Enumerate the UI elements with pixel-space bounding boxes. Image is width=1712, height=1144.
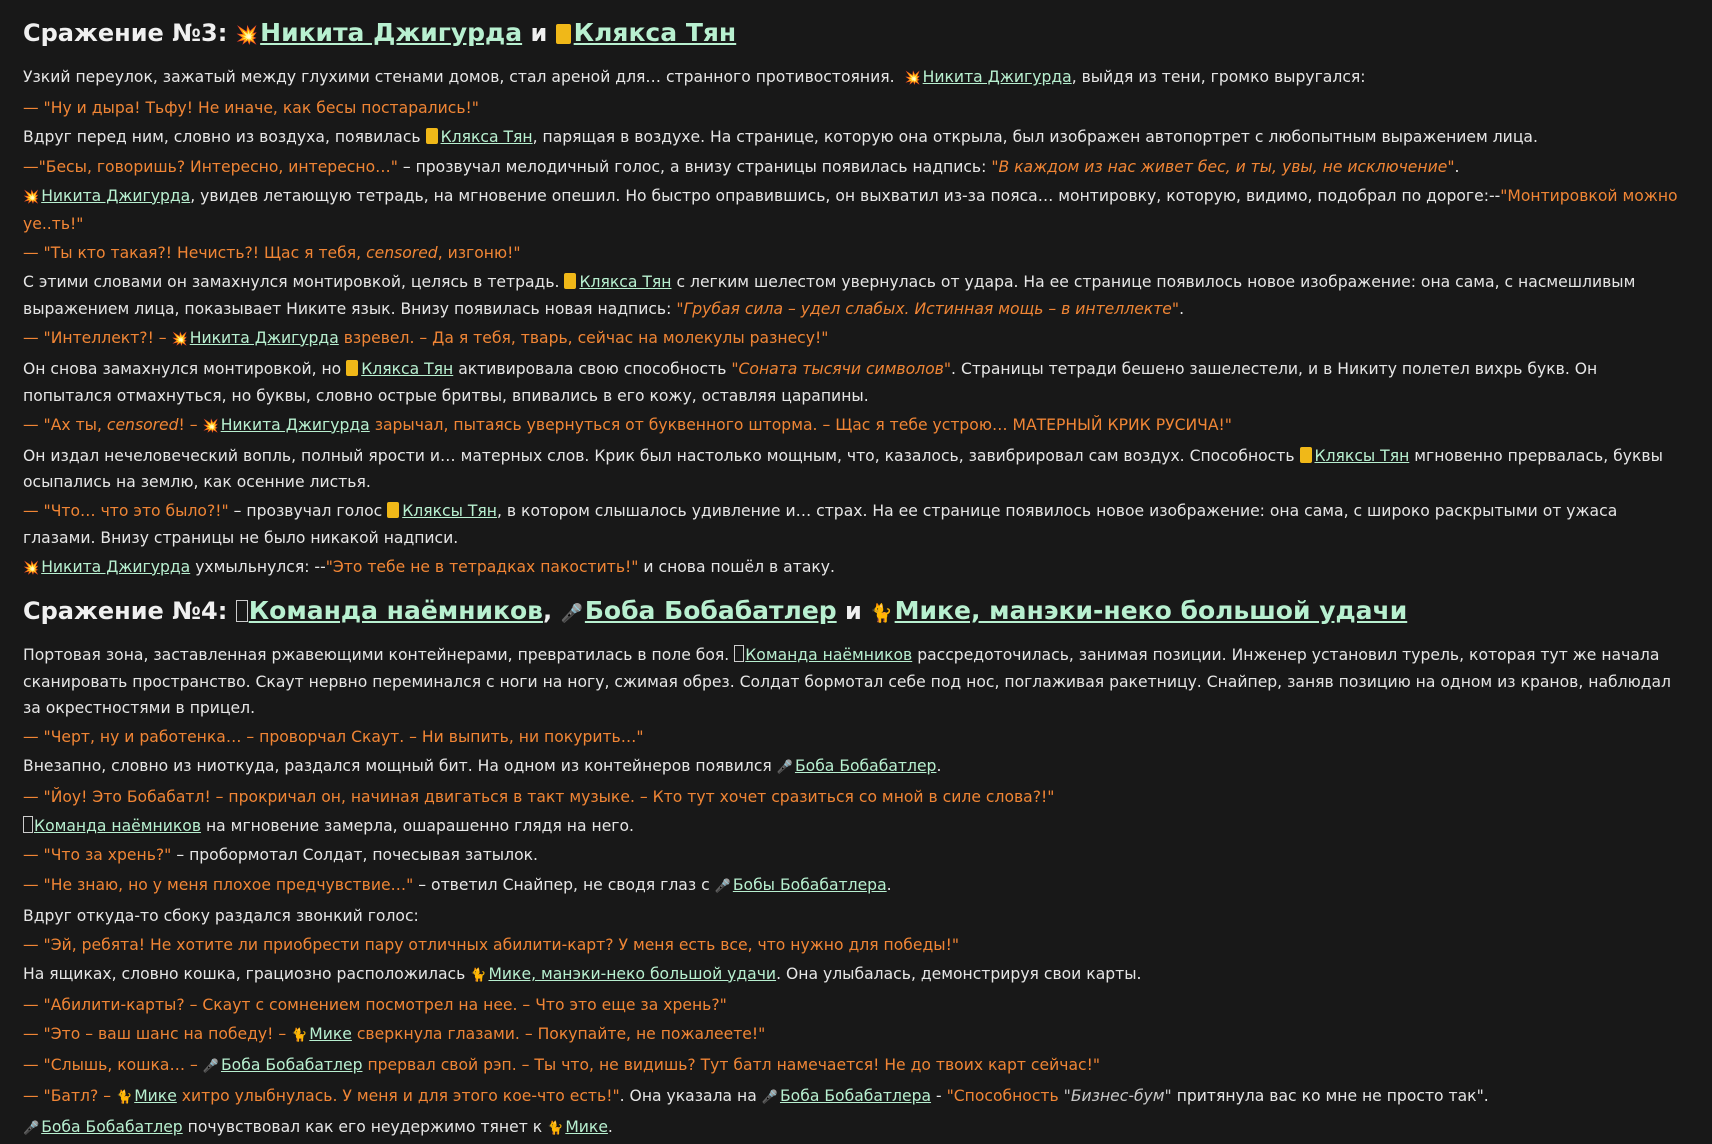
cat-icon: 🐈 [870, 602, 893, 624]
microphone-icon: 🎤 [761, 1090, 778, 1106]
fighter-link-boba[interactable]: Боба Бобабатлер [584, 595, 837, 625]
microphone-icon: 🎤 [23, 1121, 40, 1137]
fighter-link-mike-short[interactable]: Мике [134, 1087, 177, 1106]
explosion-icon: 💥 [23, 189, 40, 205]
quote: — "Абилити-карты? – Скаут с сомнением посмотрел на нее. – Что это еще за хрень?" [23, 995, 727, 1014]
explosion-icon: 💥 [23, 560, 40, 576]
quote: — "Ах ты, censored! – 💥 Никита Джигурда зарычал, пытаясь увернуться от буквенного шторма. – Щас я тебе устрою… МАТЕРНЫЙ КРИК РУСИЧА!" [23, 410, 1690, 441]
cat-icon: 🐈 [547, 1121, 564, 1137]
quote: — "Черт, ну и работенка… – проворчал Скаут. – Ни выпить, ни покурить…" [23, 728, 644, 747]
paragraph: 💥 Никита Джигурда ухмыльнулся: --"Это тебе не в тетрадках пакостить!" и снова пошёл в атаку. [23, 553, 1690, 584]
explosion-icon: 💥 [171, 331, 188, 347]
fighter-link-mike[interactable]: Мике, манэки-неко большой удачи [488, 964, 777, 983]
notebook-icon [387, 502, 399, 518]
paragraph: Команда наёмников на мгновение замерла, ошарашенно глядя на него. [23, 812, 1690, 841]
paragraph: — "Не знаю, но у меня плохое предчувствие…" – ответил Снайпер, не сводя глаз с 🎤 Бобы Бобабатлера. [23, 870, 1690, 901]
paragraph: С этими словами он замахнулся монтировкой, целясь в тетрадь. Клякса Тян с легким шелестом увернулась от удара. На ее странице появилось новое изображение: она сама, с насмешливым выражением лица, показывает Никите язык. Внизу появилась новая надпись: "Грубая сила – удел слабых. Истинная мощь – в интеллекте". [23, 273, 1636, 318]
missing-glyph-icon [236, 600, 248, 622]
microphone-icon: 🎤 [776, 760, 793, 776]
notebook-icon [564, 273, 576, 289]
missing-glyph-icon [734, 645, 744, 662]
fighter-link-nikita[interactable]: Никита Джигурда [189, 328, 339, 347]
quote: — "Интеллект?! – 💥 Никита Джигурда взревел. – Да я тебя, тварь, сейчас на молекулы разнесу!" [23, 324, 1690, 355]
microphone-icon: 🎤 [202, 1059, 219, 1075]
notebook-icon [1300, 447, 1312, 463]
quote: — "Это – ваш шанс на победу! – 🐈 Мике сверкнула глазами. – Покупайте, не пожалеете!" [23, 1020, 1690, 1051]
fighter-link-nikita[interactable]: Никита Джигурда [41, 186, 191, 205]
quote: — "Слышь, кошка… – 🎤 Боба Бобабатлер прервал свой рэп. – Ты что, не видишь? Тут батл намечается! Не до твоих карт сейчас!" [23, 1051, 1690, 1082]
fighter-link-team[interactable]: Команда наёмников [248, 595, 543, 625]
fighter-link-klyaksa[interactable]: Клякса Тян [573, 18, 737, 47]
fighter-link-klyaksy[interactable]: Кляксы Тян [402, 502, 497, 521]
battle-4-title: Сражение №4: [23, 596, 228, 625]
cat-icon: 🐈 [291, 1028, 308, 1044]
battle-4-heading: Сражение №4: Команда наёмников, 🎤Боба Бобабатлер и 🐈Мике, манэки-неко большой удачи [23, 592, 1690, 633]
paragraph: 🎤 Боба Бобабатлер почувствовал как его неудержимо тянет к 🐈 Мике. [23, 1113, 1690, 1144]
notebook-icon [346, 360, 358, 376]
fighter-link-klyaksy[interactable]: Кляксы Тян [1314, 446, 1410, 465]
fighter-link-klyaksa[interactable]: Клякса Тян [579, 273, 672, 292]
fighter-link-boba[interactable]: Боба Бобабатлер [220, 1056, 363, 1075]
paragraph: Внезапно, словно из ниоткуда, раздался мощный бит. На одном из контейнеров появился 🎤 Боба Бобабатлер. [23, 752, 1690, 783]
paragraph: Узкий переулок, зажатый между глухими стенами домов, стал ареной для… странного противостояния. 💥 Никита Джигурда, выйдя из тени, громко выругался: [23, 63, 1690, 94]
quote: — "Ты кто такая?! Нечисть?! Щас я тебя, censored, изгоню!" [23, 244, 521, 263]
fighter-link-boba[interactable]: Боба Бобабатлер [41, 1118, 183, 1137]
fighter-link-mike-short[interactable]: Мике [565, 1118, 608, 1137]
fighter-link-nikita[interactable]: Никита Джигурда [41, 557, 191, 576]
quote: — "Йоу! Это Бобабатл! – прокричал он, начиная двигаться в такт музыке. – Кто тут хочет сразиться со мной в силе слова?!" [23, 788, 1055, 807]
battle-3-heading [23, 14, 1690, 55]
fighter-link-boba[interactable]: Боба Бобабатлер [794, 757, 937, 776]
microphone-icon: 🎤 [714, 878, 731, 894]
fighter-link-klyaksa[interactable]: Клякса Тян [361, 360, 454, 379]
paragraph: —"Бесы, говоришь? Интересно, интересно…" – прозвучал мелодичный голос, а внизу страницы появилась надпись: "В каждом из нас живет бес, и ты, увы, не исключение". [23, 157, 1460, 176]
and-word: и [530, 19, 548, 47]
quote: — "Эй, ребята! Не хотите ли приобрести пару отличных абилити-карт? У меня есть все, что нужно для победы!" [23, 935, 960, 954]
paragraph: Он снова замахнулся монтировкой, но Клякса Тян активировала свою способность "Соната тысячи символов". Страницы тетради бешено зашелестели, и в Никиту полетел вихрь букв. Он попытался отмахнуться, но буквы, словно острые бритвы, впивались в его кожу, оставляя царапины. [23, 360, 1598, 405]
quote: — "Ну и дыра! Тьфу! Не иначе, как бесы постарались!" [23, 99, 479, 118]
fighter-link-klyaksa[interactable]: Клякса Тян [440, 128, 533, 147]
fighter-link-nikita[interactable]: Никита Джигурда [922, 68, 1072, 87]
battle-3-title: Сражение №3: [23, 19, 228, 47]
cat-icon: 🐈 [116, 1090, 133, 1106]
explosion-icon: 💥 [904, 71, 921, 87]
fighter-link-nikita[interactable]: Никита Джигурда [260, 18, 523, 47]
paragraph: На ящиках, словно кошка, грациозно расположилась 🐈 Мике, манэки-неко большой удачи. Она улыбалась, демонстрируя свои карты. [23, 960, 1690, 991]
paragraph: Вдруг перед ним, словно из воздуха, появилась Клякса Тян, парящая в воздухе. На странице, которую она открыла, был изображен автопортрет с любопытным выражением лица. [23, 128, 1538, 147]
microphone-icon: 🎤 [560, 602, 583, 624]
fighter-link-boby[interactable]: Бобы Бобабатлера [732, 875, 887, 894]
paragraph: — "Батл? – 🐈 Мике хитро улыбнулась. У меня и для этого кое-что есть!". Она указала на 🎤 Боба Бобабатлера - "Способность "Бизнес-бум" притянула вас ко мне не просто так". [23, 1082, 1690, 1113]
fighter-link-nikita[interactable]: Никита Джигурда [220, 415, 370, 434]
paragraph: Портовая зона, заставленная ржавеющими контейнерами, превратилась в поле боя. Команда наёмников рассредоточилась, занимая позиции. Инженер установил турель, которая тут же начала сканировать пространство. Скаут нервно переминался с ноги на ногу, сжимая обрез. Солдат бормотал себе под нос, поглаживая ракетницу. Снайпер, заняв позицию на одном из кранов, наблюдал за окрестностями в прицел. [23, 646, 1672, 718]
paragraph: Он издал нечеловеческий вопль, полный ярости и… матерных слов. Крик был настолько мощным, что, казалось, завибрировал сам воздух. Способность Кляксы Тян мгновенно прервалась, буквы осыпались на землю, как осенние листья. [23, 446, 1663, 492]
cat-icon: 🐈 [470, 967, 487, 983]
notebook-icon [426, 128, 438, 144]
fighter-link-team[interactable]: Команда наёмников [745, 646, 913, 665]
fighter-link-mike-short[interactable]: Мике [309, 1025, 352, 1044]
paragraph: 💥 Никита Джигурда, увидев летающую тетрадь, на мгновение опешил. Но быстро оправившись, он выхватил из-за пояса… монтировку, которую, видимо, подобрал по дороге:--"Монтировкой можно уе..ть!" [23, 186, 1678, 234]
paragraph: — "Что за хрень?" – пробормотал Солдат, почесывая затылок. [23, 846, 538, 865]
paragraph: — "Что… что это было?!" – прозвучал голос Кляксы Тян, в котором слышалось удивление и… страх. На ее странице появилось новое изображение: она сама, с широко раскрытыми от ужаса глазами. Внизу страницы не было никакой надписи. [23, 502, 1618, 547]
fighter-link-boba-gen[interactable]: Боба Бобабатлера [779, 1087, 932, 1106]
missing-glyph-icon [23, 816, 33, 833]
explosion-icon: 💥 [202, 418, 219, 434]
paragraph: Вдруг откуда-то сбоку раздался звонкий голос: [23, 906, 419, 925]
notebook-icon [556, 24, 571, 44]
fighter-link-mike[interactable]: Мике, манэки-неко большой удачи [894, 595, 1408, 625]
fighter-link-team[interactable]: Команда наёмников [34, 817, 202, 836]
explosion-icon: 💥 [235, 25, 259, 46]
